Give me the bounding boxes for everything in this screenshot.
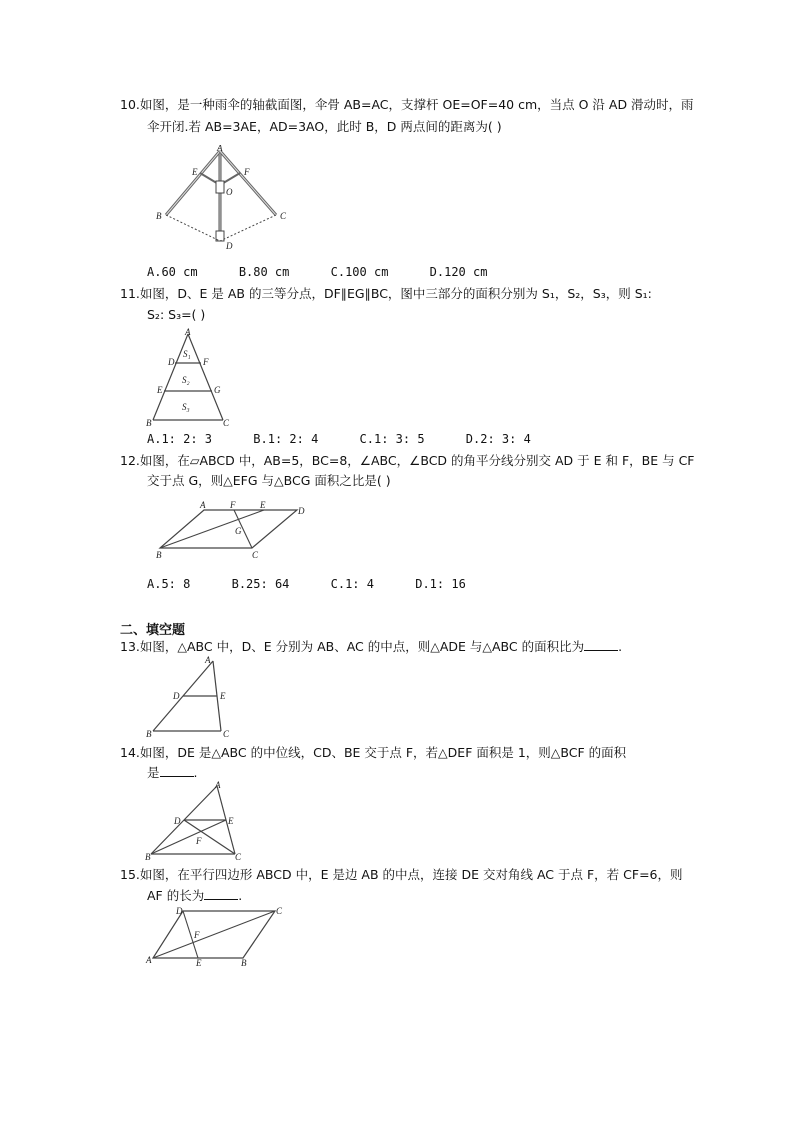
q14-label-c: C xyxy=(235,852,242,862)
q13-text: 13.如图，△ABC 中，D、E 分别为 AB、AC 的中点，则△ADE 与△ABC 的面积比为 xyxy=(120,639,585,654)
q10-label-d: D xyxy=(226,241,233,251)
q10-option-d[interactable]: D.120 cm xyxy=(429,265,488,279)
q11-text-line2: S₂: S₃=( ) xyxy=(147,307,206,322)
q11-label-b: B xyxy=(146,418,152,428)
q11-option-a[interactable]: A.1: 2: 3 xyxy=(147,432,213,446)
q10-text-line2: 伞开闭.若 AB=3AE，AD=3AO，此时 B，D 两点间的距离为( ) xyxy=(147,119,502,134)
q15-tail: . xyxy=(238,888,243,903)
q13-triangle-figure xyxy=(143,655,243,739)
q13-label-c: C xyxy=(223,729,230,739)
q15-text-line1: 15.如图，在平行四边形 ABCD 中，E 是边 AB 的中点，连接 DE 交对角线 AC 于点 F，若 CF=6，则 xyxy=(120,867,683,882)
q12-label-e: E xyxy=(260,500,266,510)
q15-answer-blank[interactable] xyxy=(204,887,238,900)
q13-answer-blank[interactable] xyxy=(584,638,618,651)
q13-label-b: B xyxy=(146,729,152,739)
q11-label-s3: S₃ xyxy=(182,402,190,412)
q11-label-a: A xyxy=(185,328,191,337)
q10-options xyxy=(147,265,521,279)
q11-options xyxy=(147,432,565,446)
q10-label-a: A xyxy=(217,145,223,153)
q11-label-g: G xyxy=(214,385,221,395)
q11-option-c[interactable]: C.1: 3: 5 xyxy=(359,432,425,446)
section-title: 二、填空题 xyxy=(120,623,186,638)
q10-option-b[interactable]: B.80 cm xyxy=(238,265,290,279)
q14-text-line1: 14.如图，DE 是△ABC 的中位线，CD、BE 交于点 F，若△DEF 面积是 1，则△BCF 的面积 xyxy=(120,745,627,760)
q14-text: 是 xyxy=(147,765,160,780)
q12-label-b: B xyxy=(156,550,162,560)
q12-text-line1: 12.如图，在▱ABCD 中，AB=5，BC=8，∠ABC，∠BCD 的角平分线分别交 AD 于 E 和 F，BE 与 CF xyxy=(120,453,695,468)
q15-label-b: B xyxy=(241,958,247,967)
q10-umbrella-figure xyxy=(148,145,298,255)
q12-label-f: F xyxy=(230,500,236,510)
q11-option-b[interactable]: B.1: 2: 4 xyxy=(253,432,319,446)
q11-label-c: C xyxy=(223,418,230,428)
q11-label-d: D xyxy=(168,357,175,367)
q11-label-s2: S₂ xyxy=(182,375,190,385)
q15-label-a: A xyxy=(146,955,152,965)
q13-label-e: E xyxy=(220,691,226,701)
q12-label-g: G xyxy=(235,526,242,536)
q13-tail: . xyxy=(618,639,623,654)
q11-label-s1: S₁ xyxy=(183,349,191,359)
q12-option-c[interactable]: C.1: 4 xyxy=(330,577,374,591)
q14-label-e: E xyxy=(228,816,234,826)
q15-text: AF 的长为 xyxy=(147,888,205,903)
q10-label-o: O xyxy=(226,187,233,197)
q10-label-f: F xyxy=(244,167,250,177)
q11-label-f: F xyxy=(203,357,209,367)
q11-option-d[interactable]: D.2: 3: 4 xyxy=(465,432,531,446)
q12-label-a: A xyxy=(200,500,206,510)
q10-option-c[interactable]: C.100 cm xyxy=(330,265,389,279)
q10-label-e: E xyxy=(192,167,198,177)
q12-options xyxy=(147,577,500,591)
q12-option-b[interactable]: B.25: 64 xyxy=(231,577,290,591)
q12-option-a[interactable]: A.5: 8 xyxy=(147,577,191,591)
q14-answer-blank[interactable] xyxy=(160,764,194,777)
q11-label-e: E xyxy=(157,385,163,395)
q15-label-f: F xyxy=(194,930,200,940)
q12-parallelogram-figure xyxy=(152,498,312,564)
q12-option-d[interactable]: D.1: 16 xyxy=(415,577,466,591)
q15-label-e: E xyxy=(196,958,202,967)
q10-label-b: B xyxy=(156,211,162,221)
q10-label-c: C xyxy=(280,211,287,221)
q13-label-a: A xyxy=(205,655,211,665)
q14-triangle-figure xyxy=(143,780,243,862)
q15-parallelogram-figure xyxy=(143,903,288,967)
q11-triangle-figure xyxy=(143,328,233,428)
q12-label-c: C xyxy=(252,550,259,560)
q14-tail: . xyxy=(193,765,198,780)
q10-option-a[interactable]: A.60 cm xyxy=(147,265,198,279)
q10-text-line1: 10.如图，是一种雨伞的轴截面图，伞骨 AB=AC，支撑杆 OE=OF=40 cm，当点 O 沿 AD 滑动时，雨 xyxy=(120,97,694,112)
q14-label-f: F xyxy=(196,836,202,846)
q11-text-line1: 11.如图，D、E 是 AB 的三等分点，DF∥EG∥BC，图中三部分的面积分别为 S₁，S₂，S₃，则 S₁: xyxy=(120,286,652,301)
q12-text-line2: 交于点 G，则△EFG 与△BCG 面积之比是( ) xyxy=(147,473,391,488)
q14-label-b: B xyxy=(145,852,151,862)
q14-label-a: A xyxy=(215,780,221,790)
q13-text-line1 xyxy=(120,638,622,656)
q14-label-d: D xyxy=(174,816,181,826)
q12-label-d: D xyxy=(298,506,305,516)
q15-label-c: C xyxy=(276,906,283,916)
q15-label-d: D xyxy=(176,906,183,916)
q13-label-d: D xyxy=(173,691,180,701)
